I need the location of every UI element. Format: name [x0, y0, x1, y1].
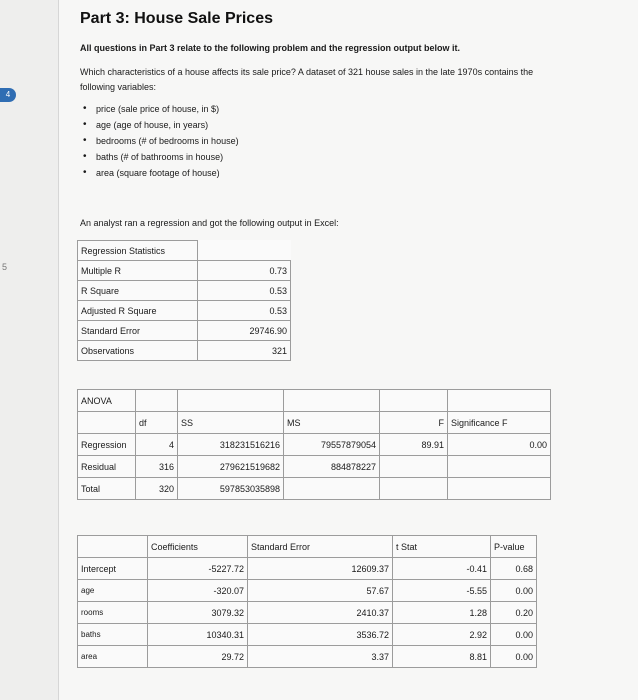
- table-row: [78, 412, 551, 434]
- table-row: [78, 536, 537, 558]
- margin-number: 5: [2, 262, 8, 272]
- table-cell: -320.07: [148, 580, 248, 602]
- table-cell: 79557879054: [284, 434, 380, 456]
- row-label: age: [78, 580, 148, 602]
- row-label: Total: [78, 478, 136, 500]
- analyst-text: An analyst ran a regression and got the following output in Excel:: [80, 218, 339, 228]
- table-cell: 318231516216: [178, 434, 284, 456]
- table-cell: 57.67: [248, 580, 393, 602]
- table-cell: [448, 478, 551, 500]
- list-item: • area (square footage of house): [80, 165, 239, 181]
- table-cell: 29.72: [148, 646, 248, 668]
- table-cell: 3079.32: [148, 602, 248, 624]
- table-cell: [380, 456, 448, 478]
- table-cell: -5.55: [393, 580, 491, 602]
- table-cell: 320: [136, 478, 178, 500]
- page-badge: 4: [0, 88, 16, 102]
- variable-list: [80, 101, 239, 181]
- table-cell: 10340.31: [148, 624, 248, 646]
- table-cell: Multiple R: [78, 261, 198, 281]
- table-row: [78, 478, 551, 500]
- column-header: df: [136, 412, 178, 434]
- table-row: [78, 341, 291, 361]
- table-cell: -0.41: [393, 558, 491, 580]
- problem-description: Which characteristics of a house affects its sale price? A dataset of 321 house sales in the late 1970s contains the following variables:: [80, 67, 534, 92]
- table-row: [78, 558, 537, 580]
- page-title: Part 3: House Sale Prices: [80, 10, 273, 27]
- column-header: Significance F: [448, 412, 551, 434]
- row-label: area: [78, 646, 148, 668]
- table-cell: -5227.72: [148, 558, 248, 580]
- table-cell: 0.53: [198, 301, 291, 321]
- table-row: [78, 281, 291, 301]
- regression-stats-table: [77, 240, 291, 361]
- table-cell: Observations: [78, 341, 198, 361]
- row-label: rooms: [78, 602, 148, 624]
- table-cell: 3.37: [248, 646, 393, 668]
- table-row: [78, 646, 537, 668]
- list-item: • age (age of house, in years): [80, 117, 239, 133]
- table-cell: 1.28: [393, 602, 491, 624]
- table-cell: 89.91: [380, 434, 448, 456]
- table-cell: [284, 478, 380, 500]
- table-row: [78, 301, 291, 321]
- table-cell: [448, 456, 551, 478]
- table-row: [78, 580, 537, 602]
- table-cell: 2.92: [393, 624, 491, 646]
- row-label: Intercept: [78, 558, 148, 580]
- table-cell: [380, 478, 448, 500]
- table-cell: 0.00: [448, 434, 551, 456]
- table-cell: Adjusted R Square: [78, 301, 198, 321]
- column-header: Standard Error: [248, 536, 393, 558]
- table-cell: 0.00: [491, 646, 537, 668]
- table-cell: 316: [136, 456, 178, 478]
- list-item: • baths (# of bathrooms in house): [80, 149, 239, 165]
- table-cell: R Square: [78, 281, 198, 301]
- coefficients-table: [77, 535, 537, 668]
- table-row: [78, 624, 537, 646]
- column-header: t Stat: [393, 536, 491, 558]
- row-label: Regression: [78, 434, 136, 456]
- table-cell: 12609.37: [248, 558, 393, 580]
- table-cell: 0.00: [491, 624, 537, 646]
- table-cell: 8.81: [393, 646, 491, 668]
- table-cell: 884878227: [284, 456, 380, 478]
- table-row: [78, 321, 291, 341]
- column-header: F: [380, 412, 448, 434]
- table-cell: 4: [136, 434, 178, 456]
- table-row: [78, 434, 551, 456]
- table-header: Regression Statistics: [78, 241, 198, 261]
- table-cell: 29746.90: [198, 321, 291, 341]
- table-cell: 279621519682: [178, 456, 284, 478]
- table-cell: 0.53: [198, 281, 291, 301]
- intro-text: All questions in Part 3 relate to the following problem and the regression output below it.: [80, 43, 461, 53]
- table-title: ANOVA: [78, 390, 136, 412]
- column-header: Coefficients: [148, 536, 248, 558]
- row-label: Residual: [78, 456, 136, 478]
- column-header: MS: [284, 412, 380, 434]
- table-row: [78, 261, 291, 281]
- list-item: • bedrooms (# of bedrooms in house): [80, 133, 239, 149]
- table-cell: 597853035898: [178, 478, 284, 500]
- column-header: P-value: [491, 536, 537, 558]
- table-row: [78, 602, 537, 624]
- table-row: [78, 390, 551, 412]
- row-label: baths: [78, 624, 148, 646]
- table-row: [78, 241, 291, 261]
- table-cell: 3536.72: [248, 624, 393, 646]
- anova-table: [77, 389, 551, 500]
- table-cell: 0.68: [491, 558, 537, 580]
- column-header: SS: [178, 412, 284, 434]
- table-cell: 321: [198, 341, 291, 361]
- table-cell: 0.20: [491, 602, 537, 624]
- table-row: [78, 456, 551, 478]
- left-margin: [0, 0, 58, 700]
- table-cell: 2410.37: [248, 602, 393, 624]
- list-item: • price (sale price of house, in $): [80, 101, 239, 117]
- table-cell: Standard Error: [78, 321, 198, 341]
- table-cell: 0.00: [491, 580, 537, 602]
- table-cell: 0.73: [198, 261, 291, 281]
